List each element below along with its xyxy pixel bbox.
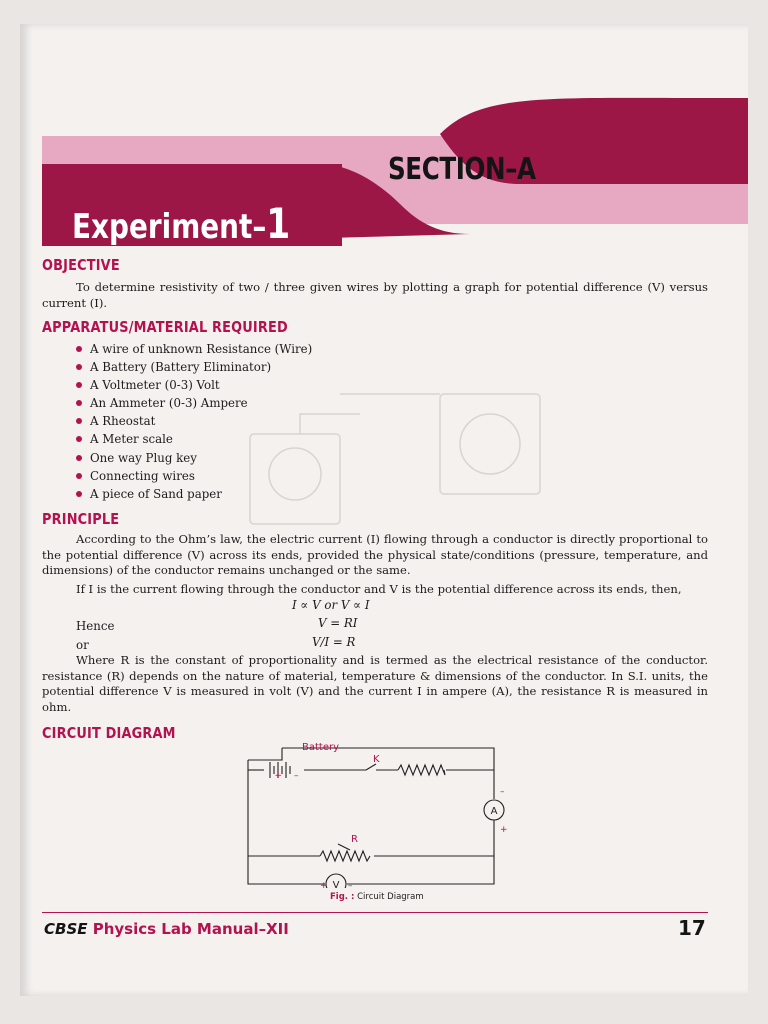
rheostat-label: R bbox=[351, 834, 358, 845]
bullet-icon bbox=[76, 364, 82, 370]
objective-heading: OBJECTIVE bbox=[42, 256, 120, 274]
battery-minus: – bbox=[294, 771, 299, 781]
experiment-title bbox=[72, 199, 290, 248]
formula-ohm: V = RI bbox=[318, 616, 358, 630]
footer-suffix: –XII bbox=[258, 920, 289, 938]
bullet-icon bbox=[76, 491, 82, 497]
voltmeter-label: V bbox=[332, 880, 340, 888]
list-item: A Voltmeter (0-3) Volt bbox=[76, 376, 312, 394]
formula-proportional: I ∝ V or V ∝ I bbox=[292, 598, 370, 612]
key-label: K bbox=[373, 754, 380, 765]
list-item: A wire of unknown Resistance (Wire) bbox=[76, 340, 312, 358]
formula-resistance: V/I = R bbox=[312, 635, 356, 649]
experiment-number: 1 bbox=[266, 199, 291, 248]
experiment-label: Experiment– bbox=[72, 207, 267, 247]
list-item: A Battery (Battery Eliminator) bbox=[76, 358, 312, 376]
principle-heading: PRINCIPLE bbox=[42, 510, 120, 528]
figure-caption bbox=[330, 892, 424, 902]
section-title: SECTION–A bbox=[388, 152, 536, 187]
principle-para-1: According to the Ohm’s law, the electric current (I) flowing through a conductor is directly proportional to the potential difference (V) across its ends, provided the physical state/conditions (pressure, temperature, and dimensions) of the conductor remains unchanged or the same. bbox=[42, 532, 708, 577]
or-label: or bbox=[76, 638, 89, 652]
bullet-icon bbox=[76, 346, 82, 352]
footer-brand: CBSE bbox=[44, 920, 88, 938]
list-item: An Ammeter (0-3) Ampere bbox=[76, 394, 312, 412]
bullet-icon bbox=[76, 400, 82, 406]
bullet-icon bbox=[76, 436, 82, 442]
list-item: Connecting wires bbox=[76, 467, 312, 485]
voltmeter-plus: + bbox=[320, 881, 328, 888]
caption-prefix: Fig. : bbox=[330, 892, 355, 902]
principle-para-3: Where R is the constant of proportionality and is termed as the electrical resistance of the conductor. resistance (R) depends on the nature of material, temperature & dimensions of the conductor. In S.I. units, the potential difference V is measured in volt (V) and the current I in ampere (A), the resistance R is measured in ohm. bbox=[42, 653, 708, 714]
footer-title bbox=[44, 920, 289, 938]
background-meter-illustration bbox=[240, 354, 580, 534]
bullet-icon bbox=[76, 455, 82, 461]
list-item: A piece of Sand paper bbox=[76, 485, 312, 503]
ammeter-label: A bbox=[490, 806, 498, 817]
apparatus-heading: APPARATUS/MATERIAL REQUIRED bbox=[42, 318, 288, 336]
objective-text: To determine resistivity of two / three given wires by plotting a graph for potential difference (V) versus current (I). bbox=[42, 280, 708, 310]
page bbox=[20, 24, 748, 996]
caption-text: Circuit Diagram bbox=[357, 892, 424, 902]
ammeter-minus: – bbox=[500, 787, 505, 797]
battery-plus: + bbox=[274, 771, 282, 781]
principle-para-2: If I is the current flowing through the conductor and V is the potential difference across its ends, then, bbox=[76, 582, 682, 596]
footer-divider bbox=[42, 912, 708, 913]
list-item: A Meter scale bbox=[76, 430, 312, 448]
hence-label: Hence bbox=[76, 619, 115, 633]
circuit-diagram bbox=[230, 738, 540, 888]
bullet-icon bbox=[76, 418, 82, 424]
bullet-icon bbox=[76, 473, 82, 479]
footer-book-title: Physics Lab Manual bbox=[92, 920, 259, 938]
ammeter-plus: + bbox=[500, 825, 508, 835]
list-item: A Rheostat bbox=[76, 412, 312, 430]
circuit-heading: CIRCUIT DIAGRAM bbox=[42, 724, 176, 742]
battery-label: Battery bbox=[302, 742, 340, 753]
page-number: 17 bbox=[678, 916, 706, 940]
list-item: One way Plug key bbox=[76, 449, 312, 467]
voltmeter-minus: – bbox=[348, 881, 353, 888]
bullet-icon bbox=[76, 382, 82, 388]
